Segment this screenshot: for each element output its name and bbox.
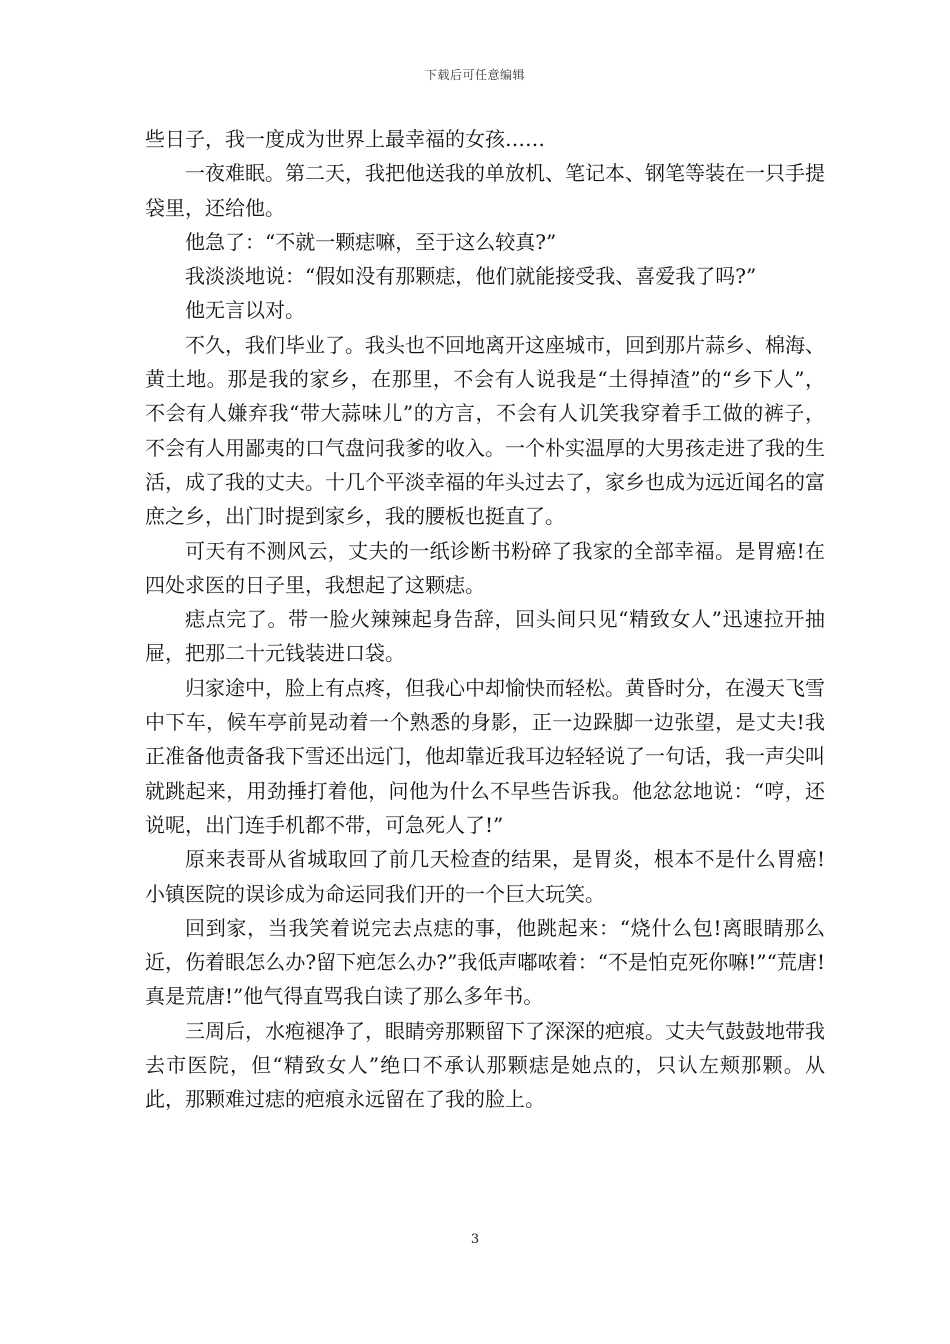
document-body [145,122,825,1117]
paragraph: 我淡淡地说：“假如没有那颗痣，他们就能接受我、喜爱我了吗?” [185,264,757,289]
page-number: 3 [470,1232,480,1247]
paragraph: 三周后，水疱褪净了，眼睛旁那颗留下了深深的疤痕。丈夫气鼓鼓地带我去市医院，但“精致女人”绝口不承认那颗痣是她点的，只认左颊那颗。从此，那颗难过痣的疤痕永远留在了我的脸上。 [145,1018,825,1112]
page-header: 下载后可任意编辑 [424,68,525,82]
paragraph-continued: 些日子，我一度成为世界上最幸福的女孩…… [145,127,545,151]
paragraph: 可天有不测风云，丈夫的一纸诊断书粉碎了我家的全部幸福。是胃癌!在四处求医的日子里，我想起了这颗痣。 [145,538,825,597]
paragraph: 一夜难眠。第二天，我把他送我的单放机、笔记本、钢笔等装在一只手提袋里，还给他。 [145,161,825,220]
paragraph: 痣点完了。带一脸火辣辣起身告辞，回头间只见“精致女人”迅速拉开抽屉，把那二十元钱装进口袋。 [145,607,825,666]
paragraph: 他急了：“不就一颗痣嘛，至于这么较真?” [185,229,557,254]
paragraph: 不久，我们毕业了。我头也不回地离开这座城市，回到那片蒜乡、棉海、黄土地。那是我的家乡，在那里，不会有人说我是“土得掉渣”的“乡下人”，不会有人嫌弃我“带大蒜味儿”的方言，不会有人讥笑我穿着手工做的裤子，不会有人用鄙夷的口气盘问我爹的收入。一个朴实温厚的大男孩走进了我的生活，成了我的丈夫。十几个平淡幸福的年头过去了，家乡也成为远近闻名的富庶之乡，出门时提到家乡，我的腰板也挺直了。 [145,332,825,529]
paragraph: 回到家，当我笑着说完去点痣的事，他跳起来：“烧什么包!离眼睛那么近，伤着眼怎么办?留下疤怎么办?”我低声嘟哝着：“不是怕克死你嘛!”“荒唐!真是荒唐!”他气得直骂我白读了那么多年书。 [145,915,825,1009]
paragraph: 他无言以对。 [185,298,305,323]
paragraph: 归家途中，脸上有点疼，但我心中却愉快而轻松。黄昏时分，在漫天飞雪中下车，候车亭前晃动着一个熟悉的身影，正一边跺脚一边张望，是丈夫!我正准备他责备我下雪还出远门，他却靠近我耳边轻轻说了一句话，我一声尖叫就跳起来，用劲捶打着他，问他为什么不早些告诉我。他忿忿地说：“哼，还说呢，出门连手机都不带，可急死人了!” [145,675,825,837]
paragraph: 原来表哥从省城取回了前几天检查的结果，是胃炎，根本不是什么胃癌!小镇医院的误诊成为命运同我们开的一个巨大玩笑。 [145,847,825,906]
